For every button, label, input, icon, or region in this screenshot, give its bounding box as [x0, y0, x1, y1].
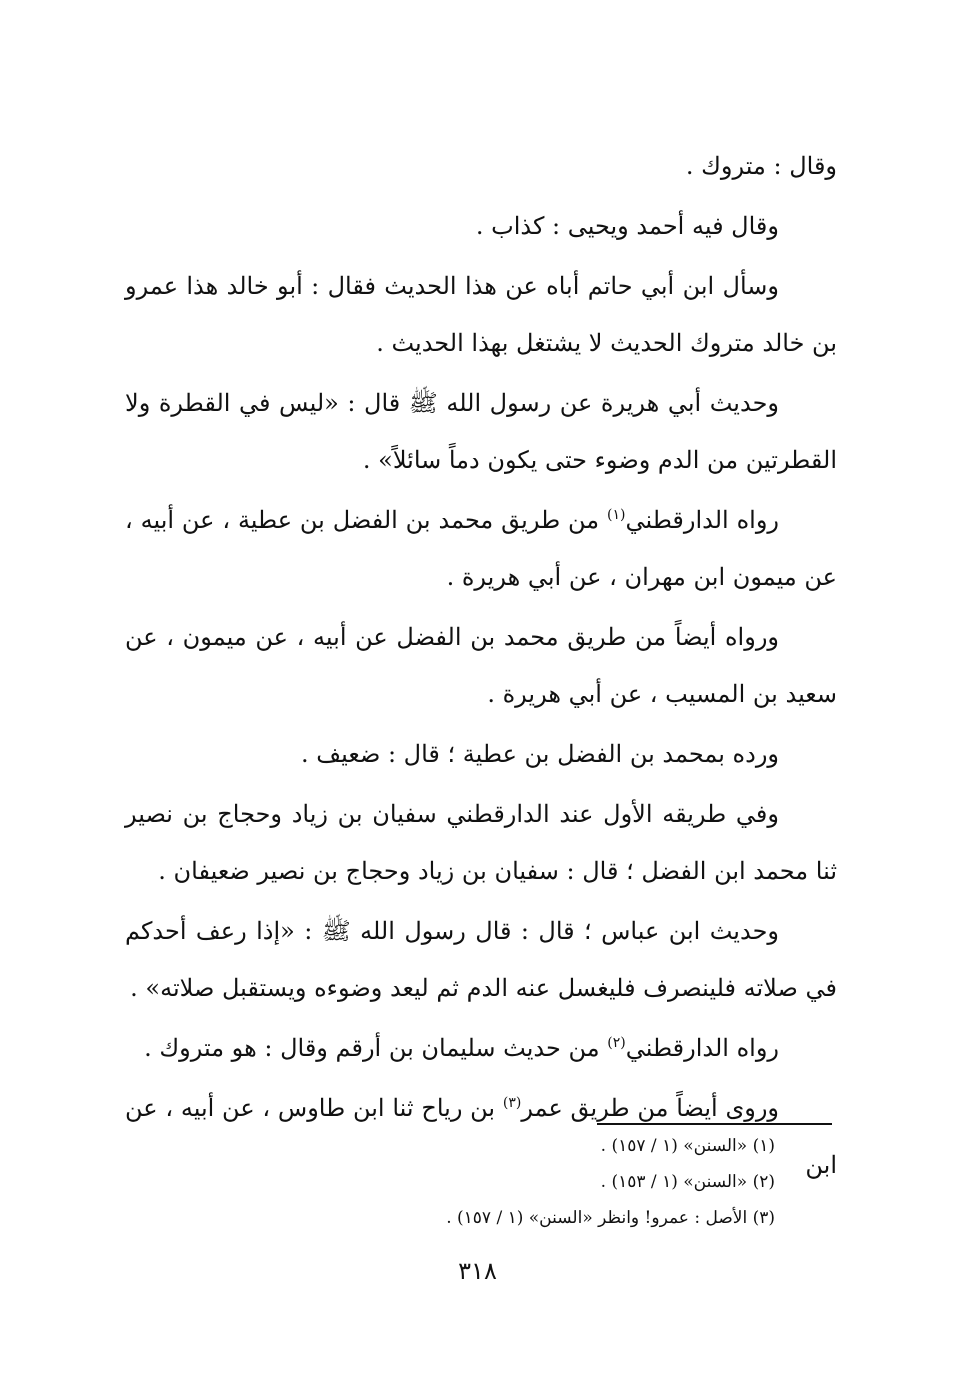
- footnote-separator: [597, 1123, 832, 1125]
- paragraph: [125, 492, 837, 606]
- paragraph: وسأل ابن أبي حاتم أباه عن هذا الحديث فقال : أبو خالد هذا عمرو بن خالد متروك الحديث لا يشتغل بهذا الحديث .: [125, 272, 837, 357]
- footnote-marker: (٣): [502, 1095, 522, 1111]
- footnotes: [275, 1128, 775, 1236]
- paragraph-text: رواه الدارقطني: [625, 1034, 779, 1062]
- paragraph: وفي طريقه الأول عند الدارقطني سفيان بن زياد وحجاج بن نصير ثنا محمد ابن الفضل ؛ قال : سفيان بن زياد وحجاج بن نصير ضعيفان .: [125, 800, 837, 885]
- footnote-marker: (١): [607, 507, 626, 523]
- paragraph: ورده بمحمد بن الفضل بن عطية ؛ قال : ضعيف .: [301, 740, 779, 768]
- paragraph-text: من طريق محمد بن الفضل بن عطية ، عن أبيه ، عن ميمون ابن مهران ، عن أبي هريرة .: [125, 506, 837, 591]
- paragraph: وحديث أبي هريرة عن رسول الله ﷺ قال : «ليس في القطرة ولا القطرتين من الدم وضوء حتى يكون دماً سائلاً» .: [125, 389, 837, 474]
- footnote-marker: (٢): [607, 1035, 626, 1051]
- footnote: (١) «السنن» (١ / ١٥٧) .: [600, 1136, 775, 1156]
- paragraph: [125, 1020, 837, 1077]
- paragraph-text: بن رياح ثنا ابن طاوس ، عن أبيه ، عن ابن: [125, 1094, 837, 1179]
- paragraph: ورواه أيضاً من طريق محمد بن الفضل عن أبيه ، عن ميمون ، عن سعيد بن المسيب ، عن أبي هريرة .: [125, 623, 837, 708]
- main-text: [125, 138, 837, 1197]
- paragraph-text: رواه الدارقطني: [625, 506, 779, 534]
- paragraph: وقال : متروك .: [685, 152, 837, 180]
- paragraph: وحديث ابن عباس ؛ قال : قال رسول الله ﷺ : «إذا رعف أحدكم في صلاته فلينصرف فليغسل عنه الدم ثم ليعد وضوءه ويستقبل صلاته» .: [125, 917, 837, 1002]
- paragraph-text: من حديث سليمان بن أرقم وقال : هو متروك .: [144, 1034, 608, 1062]
- paragraph: وقال فيه أحمد ويحيى : كذاب .: [475, 212, 779, 240]
- footnote: (٢) «السنن» (١ / ١٥٣) .: [600, 1172, 775, 1192]
- paragraph-text: وروى أيضاً من طريق عمر: [521, 1094, 779, 1122]
- page-number: ٣١٨: [458, 1257, 497, 1285]
- footnote: (٣) الأصل : عمرو! وانظر «السنن» (١ / ١٥٧) .: [446, 1208, 775, 1228]
